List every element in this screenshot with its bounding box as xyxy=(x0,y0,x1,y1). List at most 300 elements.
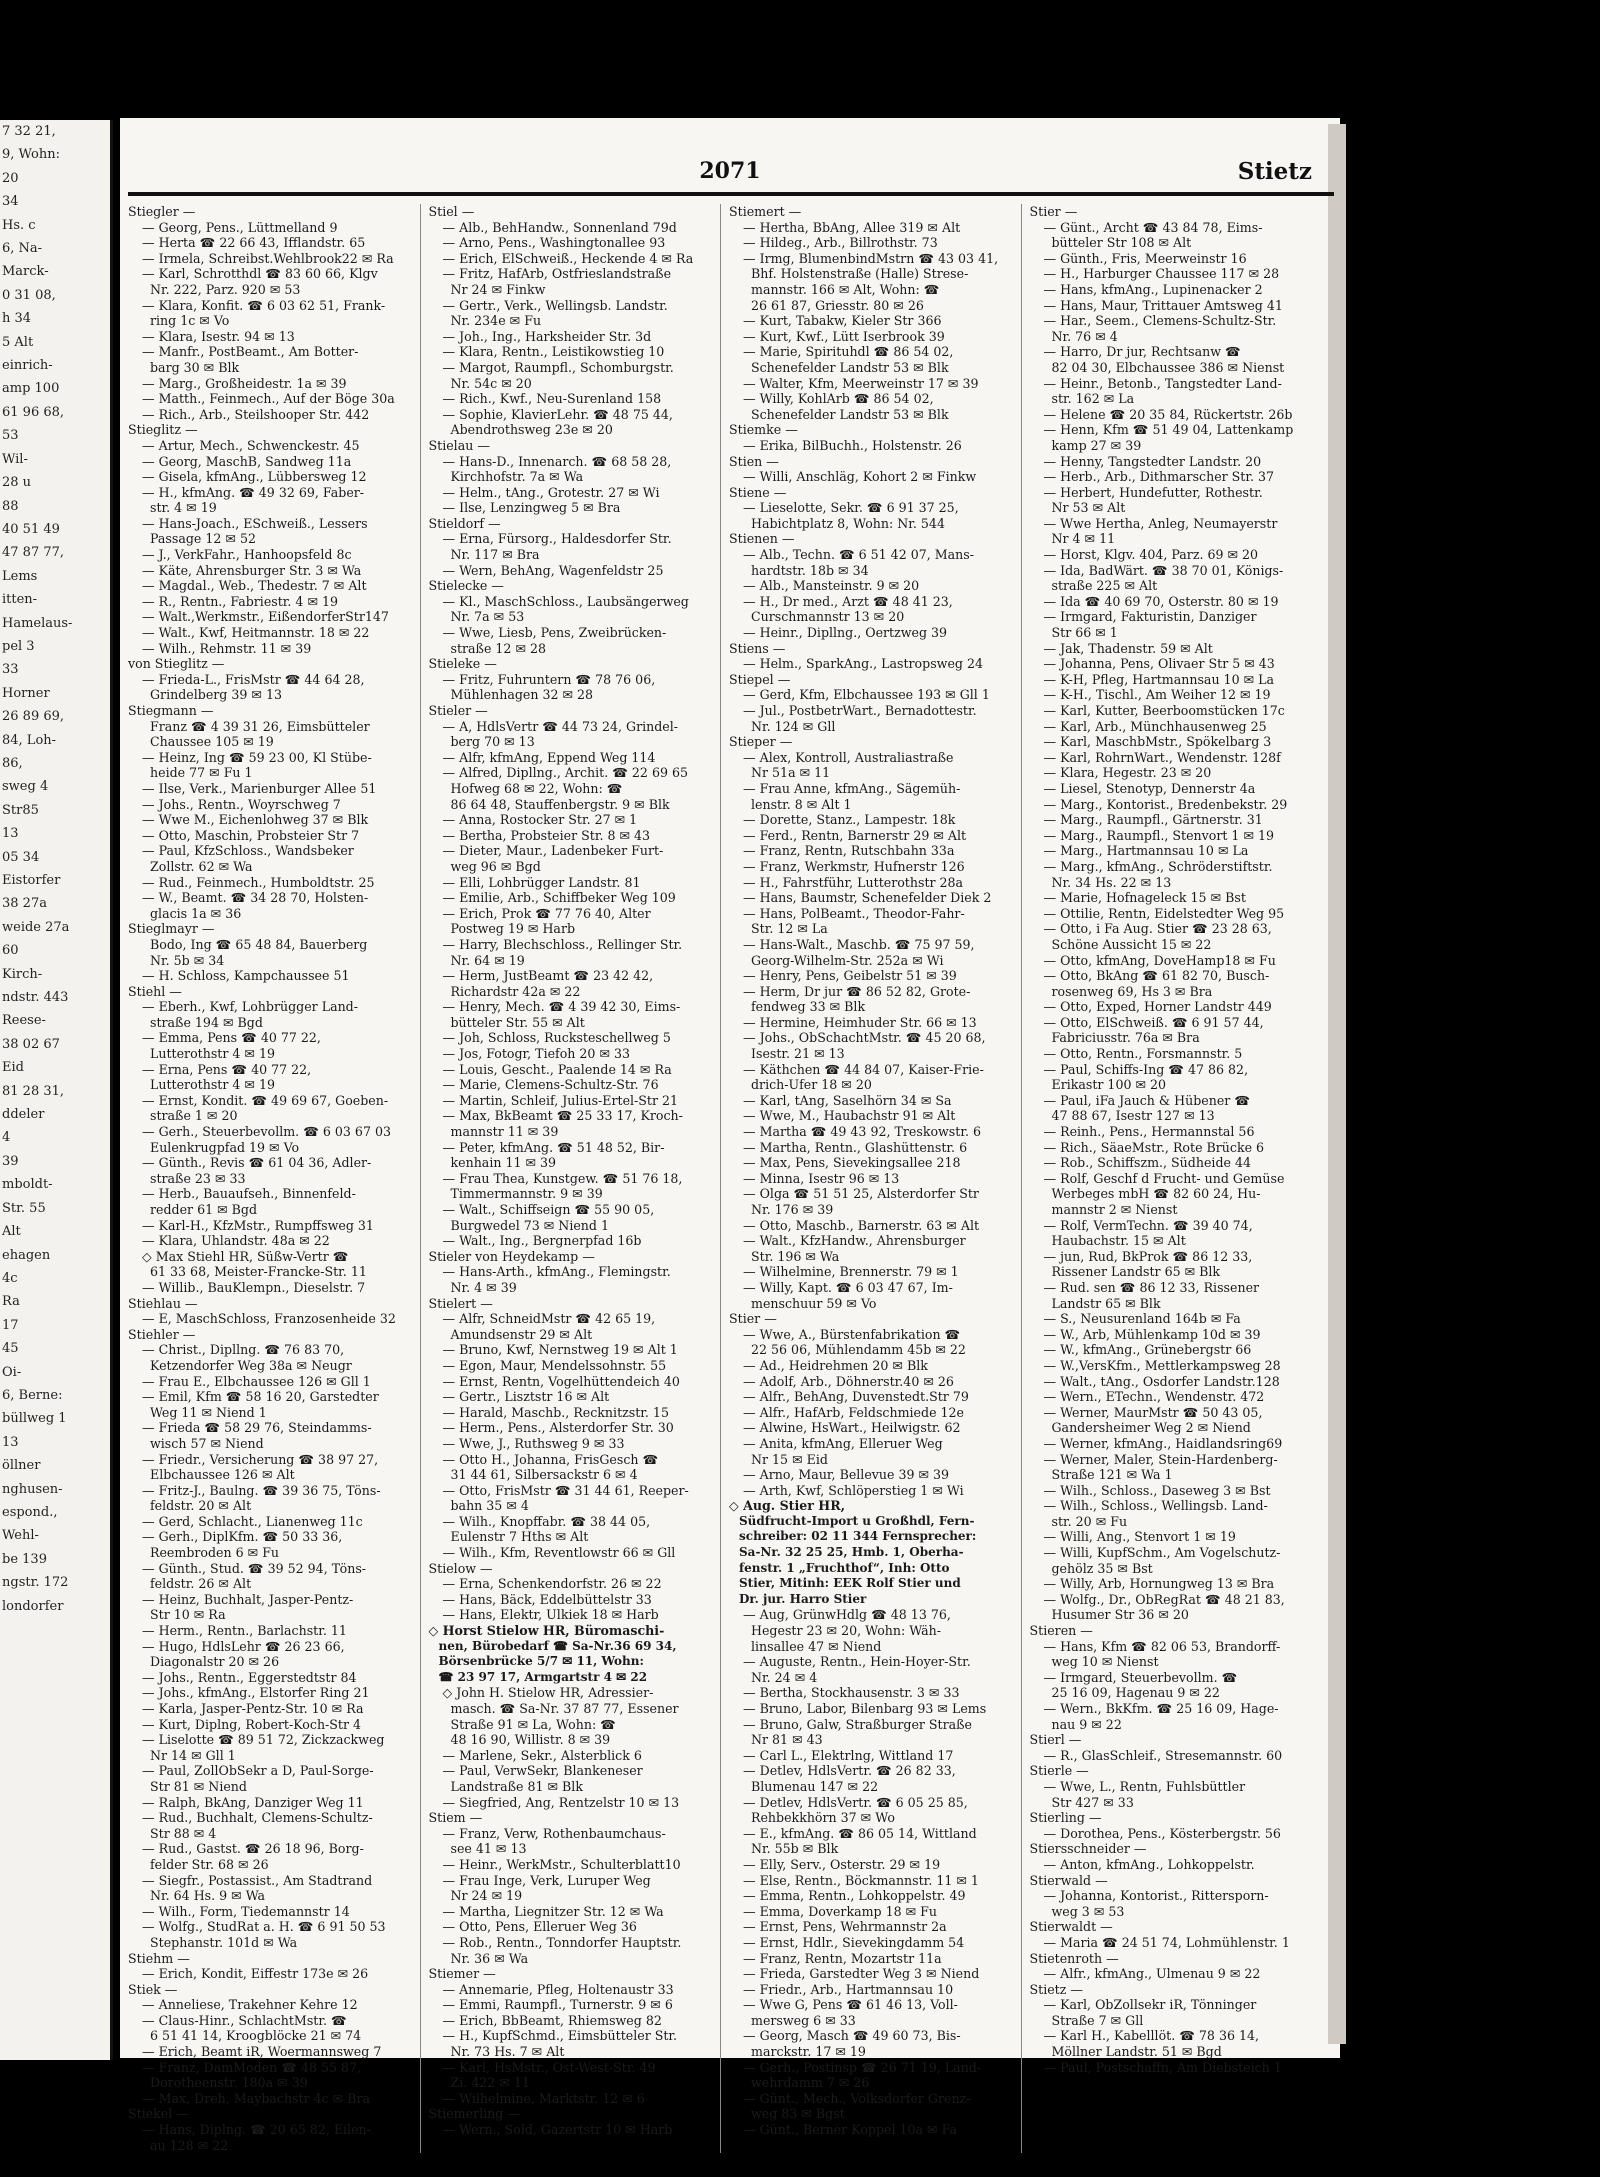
directory-entry-line: — Carl L., Elektrlng, Wittland 17 xyxy=(743,1747,954,1763)
directory-entry-line: — Erna, Fürsorg., Haldesdorfer Str. xyxy=(442,531,672,547)
directory-entry-line: — Irmgard, Fakturistin, Danziger xyxy=(1043,609,1257,625)
directory-entry-line: — Jos, Fotogr, Tiefoh 20 ✉ 33 xyxy=(442,1046,631,1062)
directory-entry-line: — Wilh., Rehmstr. 11 ✉ 39 xyxy=(142,640,312,656)
directory-entry-line: — Wilh., Kfm, Reventlowstr 66 ✉ Gll xyxy=(442,1545,676,1561)
surname-heading: Stiemerling — xyxy=(428,2106,520,2122)
directory-entry-line: — Claus-Hinr., SchlachtMstr. ☎ xyxy=(142,2012,347,2028)
directory-entry-line: — Wwe, J., Ruthsweg 9 ✉ 33 xyxy=(442,1435,625,1451)
directory-entry-line: — Ida, BadWärt. ☎ 38 70 01, Königs- xyxy=(1043,562,1284,578)
left-page-line: Alt xyxy=(2,1224,21,1240)
directory-entry-line: straße 12 ✉ 28 xyxy=(450,640,547,656)
directory-entry-line: — Hermine, Heimhuder Str. 66 ✉ 13 xyxy=(743,1014,977,1030)
left-page-line: 40 51 49 xyxy=(2,521,60,537)
business-listing-line: nen, Bürobedarf ☎ Sa-Nr.36 69 34, xyxy=(438,1638,677,1653)
directory-entry-line: Nr 14 ✉ Gll 1 xyxy=(150,1747,236,1763)
left-page-line: Wil- xyxy=(2,451,28,467)
directory-entry-line: Str 427 ✉ 33 xyxy=(1051,1794,1134,1810)
business-listing-line: Stier, Mitinh: EEK Rolf Stier und xyxy=(739,1576,961,1591)
directory-entry-line: — Siegfried, Ang, Rentzelstr 10 ✉ 13 xyxy=(442,1794,680,1810)
directory-entry-line: — A, HdlsVertr ☎ 44 73 24, Grindel- xyxy=(442,718,679,734)
directory-entry-line: — Karl, HsMstr., Ost-West-Str. 49 xyxy=(442,2059,656,2075)
directory-entry-line: Nr 24 ✉ Finkw xyxy=(450,281,546,297)
directory-entry-line: — Ernst, Hdlr., Sievekingdamm 54 xyxy=(743,1934,965,1950)
directory-entry-line: — Wwe, Liesb, Pens, Zweibrücken- xyxy=(442,625,667,641)
directory-entry-line: — Emilie, Arb., Schiffbeker Weg 109 xyxy=(442,890,676,906)
surname-heading: Stietz — xyxy=(1029,1981,1083,1997)
directory-entry-line: 82 04 30, Elbchaussee 386 ✉ Nienst xyxy=(1051,359,1285,375)
directory-entry-line: — Klara, Hegestr. 23 ✉ 20 xyxy=(1043,765,1212,781)
directory-entry-line: — Günt., Archt ☎ 43 84 78, Eims- xyxy=(1043,219,1263,235)
directory-entry-line: Nr. 24 ✉ 4 xyxy=(751,1669,818,1685)
directory-entry-line: — Anton, kfmAng., Lohkoppelstr. xyxy=(1043,1856,1255,1872)
directory-entry-line: — Werner, MaurMstr ☎ 50 43 05, xyxy=(1043,1404,1263,1420)
directory-entry-line: 6 51 41 14, Kroogblöcke 21 ✉ 74 xyxy=(150,2028,362,2044)
directory-entry-line: Nr 53 ✉ Alt xyxy=(1051,500,1126,516)
directory-entry-line: Weg 11 ✉ Niend 1 xyxy=(150,1404,267,1420)
directory-entry-line: Str 66 ✉ 1 xyxy=(1051,625,1118,641)
directory-entry-line: Nr. 7a ✉ 53 xyxy=(450,609,525,625)
directory-entry-line: — Dieter, Maur., Ladenbeker Furt- xyxy=(442,843,664,859)
directory-entry-line: — Walt., Kwf, Heitmannstr. 18 ✉ 22 xyxy=(142,625,370,641)
directory-entry-line: 22 56 06, Mühlendamm 45b ✉ 22 xyxy=(751,1342,966,1358)
directory-entry-line: Nr 4 ✉ 11 xyxy=(1051,531,1116,547)
directory-entry-line: Postweg 19 ✉ Harb xyxy=(450,921,576,937)
directory-entry-line: Habichtplatz 8, Wohn: Nr. 544 xyxy=(751,515,945,531)
directory-entry-line: — Hans, PolBeamt., Theodor-Fahr- xyxy=(743,905,965,921)
surname-heading: Stielert — xyxy=(428,1295,493,1311)
left-page-line: 13 xyxy=(2,826,19,842)
directory-entry-line: — Dorette, Stanz., Lampestr. 18k xyxy=(743,812,956,828)
left-page-line: 47 87 77, xyxy=(2,545,65,561)
directory-entry-line: — Ilse, Lenzingweg 5 ✉ Bra xyxy=(442,500,621,516)
surname-heading: Stierwaldt — xyxy=(1029,1919,1113,1935)
left-page-line: 0 31 08, xyxy=(2,287,56,303)
directory-entry-line: — Otto, Maschb., Barnerstr. 63 ✉ Alt xyxy=(743,1217,980,1233)
directory-entry-line: — Wilh., Schloss., Daseweg 3 ✉ Bst xyxy=(1043,1482,1271,1498)
directory-entry-line: — Hans, kfmAng., Lupinenacker 2 xyxy=(1043,281,1263,297)
directory-entry-line: — Helm., tAng., Grotestr. 27 ✉ Wi xyxy=(442,484,660,500)
directory-entry-line: — Margot, Raumpfl., Schomburgstr. xyxy=(442,359,674,375)
directory-entry-line: — Annemarie, Pfleg, Holtenaustr 33 xyxy=(442,1981,674,1997)
directory-entry-line: Möllner Landstr. 51 ✉ Bgd xyxy=(1051,2044,1222,2060)
directory-entry-line: — Liselotte ☎ 89 51 72, Zickzackweg xyxy=(142,1732,385,1748)
directory-entry-line: Nr 81 ✉ 43 xyxy=(751,1732,823,1748)
directory-entry-line: — Ernst, Pens, Wehrmannstr 2a xyxy=(743,1919,947,1935)
running-head: Stietz xyxy=(1237,158,1312,185)
directory-entry-line: — Minna, Isestr 96 ✉ 13 xyxy=(743,1170,900,1186)
left-page-line: einrich- xyxy=(2,358,53,374)
directory-entry-line: — Sophie, KlavierLehr. ☎ 48 75 44, xyxy=(442,406,673,422)
directory-entry-line: str. 162 ✉ La xyxy=(1051,391,1135,407)
directory-entry-line: — Kurt, Tabakw, Kieler Str 366 xyxy=(743,313,942,329)
directory-entry-line: see 41 ✉ 13 xyxy=(450,1841,527,1857)
directory-entry-line: — Herb., Bauaufseh., Binnenfeld- xyxy=(142,1186,356,1202)
directory-entry-line: — Arno, Pens., Washingtonallee 93 xyxy=(442,235,666,251)
column-3 xyxy=(729,204,1022,2153)
left-page-line: 17 xyxy=(2,1317,19,1333)
directory-entry-line: — Wwe G, Pens ☎ 61 46 13, Voll- xyxy=(743,1997,958,2013)
directory-entry-line: — Klara, Isestr. 94 ✉ 13 xyxy=(142,328,295,344)
surname-heading: Stierling — xyxy=(1029,1810,1102,1826)
directory-entry-line: — Werner, kfmAng., Haidlandsring69 xyxy=(1043,1435,1283,1451)
directory-entry-line: — H., Harburger Chaussee 117 ✉ 28 xyxy=(1043,266,1280,282)
directory-entry-line: — Erich, Prok ☎ 77 76 40, Alter xyxy=(442,905,651,921)
directory-entry-line: — Erna, Schenkendorfstr. 26 ✉ 22 xyxy=(442,1576,662,1592)
directory-entry-line: — Paul, iFa Jauch & Hübener ☎ xyxy=(1043,1092,1251,1108)
directory-entry-line: — Herm, JustBeamt ☎ 23 42 42, xyxy=(442,968,654,984)
directory-entry-line: — Alex, Kontroll, Australiastraße xyxy=(743,749,954,765)
directory-entry-line: — Reinh., Pens., Hermannstal 56 xyxy=(1043,1124,1255,1140)
directory-entry-line: Nr. 54c ✉ 20 xyxy=(450,375,532,391)
directory-entry-line: 47 88 67, Isestr 127 ✉ 13 xyxy=(1051,1108,1215,1124)
directory-entry-line: — Werner, Maler, Stein-Hardenberg- xyxy=(1043,1451,1278,1467)
left-page-line: 4 xyxy=(2,1130,11,1146)
directory-entry-line: — Otto, Pens, Elleruer Weg 36 xyxy=(442,1919,637,1935)
directory-entry-line: — Günth., Fris, Meerweinstr 16 xyxy=(1043,250,1247,266)
directory-entry-line: — Franz, Werkmstr, Hufnerstr 126 xyxy=(743,858,965,874)
directory-entry-line: Str 88 ✉ 4 xyxy=(150,1825,217,1841)
directory-entry-line: — Fritz-J., Baulng. ☎ 39 36 75, Töns- xyxy=(142,1482,381,1498)
directory-entry-line: — Rolf, VermTechn. ☎ 39 40 74, xyxy=(1043,1217,1253,1233)
surname-heading: Stieldorf — xyxy=(428,515,501,531)
directory-entry-line: — Erich, Beamt iR, Woermannsweg 7 xyxy=(142,2044,382,2060)
directory-entry-line: Straße 91 ✉ La, Wohn: ☎ xyxy=(450,1716,616,1732)
directory-entry-line: — Harro, Dr jur, Rechtsanw ☎ xyxy=(1043,344,1241,360)
directory-entry-line: — Wilh., Knopffabr. ☎ 38 44 05, xyxy=(442,1513,651,1529)
directory-entry-line: — Wern, BehAng, Wagenfeldstr 25 xyxy=(442,562,664,578)
directory-entry-line: — Hans, Baumstr, Schenefelder Diek 2 xyxy=(743,890,992,906)
left-page-line: ndstr. 443 xyxy=(2,990,69,1006)
directory-entry-line: — Gerd, Schlacht., Lianenweg 11c xyxy=(142,1513,363,1529)
directory-entry-line: — Jul., PostbetrWart., Bernadottestr. xyxy=(743,703,977,718)
directory-entry-line: weg 3 ✉ 53 xyxy=(1051,1903,1125,1919)
directory-entry-line: Kirchhofstr. 7a ✉ Wa xyxy=(450,469,584,485)
directory-entry-line: — Franz, Verw, Rothenbaumchaus- xyxy=(442,1825,666,1841)
directory-entry-line: — Ralph, BkAng, Danziger Weg 11 xyxy=(142,1794,364,1810)
directory-entry-line: au 128 ✉ 22 xyxy=(150,2137,229,2153)
directory-entry-line: — Ernst, Kondit. ☎ 49 69 67, Goeben- xyxy=(142,1092,389,1108)
surname-heading: Stiemer — xyxy=(428,1966,496,1982)
surname-heading: Stierle — xyxy=(1029,1763,1089,1779)
directory-entry-line: — Paul, KfzSchloss., Wandsbeker xyxy=(142,843,354,859)
directory-entry-line: — Otto, i Fa Aug. Stier ☎ 23 28 63, xyxy=(1043,921,1272,937)
directory-entry-line: Bhf. Holstenstraße (Halle) Strese- xyxy=(751,266,969,282)
directory-entry-line: — Matth., Feinmech., Auf der Böge 30a xyxy=(142,391,395,407)
directory-entry-line: — Hans, Bäck, Eddelbüttelstr 33 xyxy=(442,1591,652,1607)
directory-entry-line: — Horst, Klgv. 404, Parz. 69 ✉ 20 xyxy=(1043,547,1259,563)
directory-entry-line: — Käte, Ahrensburger Str. 3 ✉ Wa xyxy=(142,562,362,578)
directory-entry-line: — Irmgard, Steuerbevollm. ☎ xyxy=(1043,1669,1238,1685)
directory-entry-line: — Frau E., Elbchaussee 126 ✉ Gll 1 xyxy=(142,1373,371,1389)
directory-entry-line: Landstraße 81 ✉ Blk xyxy=(450,1778,583,1794)
directory-entry-line: — Rob., Schiffszm., Südheide 44 xyxy=(1043,1155,1251,1171)
directory-entry-line: Rissener Landstr 65 ✉ Blk xyxy=(1051,1264,1221,1280)
directory-entry-line: — Alfred, Dipllng., Archit. ☎ 22 69 65 xyxy=(442,765,688,781)
directory-entry-line: Nr. 222, Parz. 920 ✉ 53 xyxy=(150,281,301,297)
directory-entry-line: — Wwe, L., Rentn, Fuhlsbüttler xyxy=(1043,1778,1246,1794)
left-page-line: espond., xyxy=(2,1504,58,1520)
directory-entry-line: — Walt., Schiffseign ☎ 55 90 05, xyxy=(442,1202,655,1217)
directory-entry-line: — Rud., Buchhalt, Clemens-Schultz- xyxy=(142,1810,373,1826)
directory-entry-line: — Hertha, BbAng, Allee 319 ✉ Alt xyxy=(743,219,961,235)
directory-entry-line: — Hans, Maur, Trittauer Amtsweg 41 xyxy=(1043,297,1283,313)
directory-entry-line: Nr. 5b ✉ 34 xyxy=(150,952,225,968)
directory-entry-line: — Hans, Elektr, Ulkiek 18 ✉ Harb xyxy=(442,1607,659,1623)
directory-entry-line: 86 64 48, Stauffenbergstr. 9 ✉ Blk xyxy=(450,796,670,812)
directory-entry-line: Diagonalstr 20 ✉ 26 xyxy=(150,1654,280,1670)
left-page-line: pel 3 xyxy=(2,638,35,654)
directory-entry-line: Straße 7 ✉ Gll xyxy=(1051,2012,1144,2028)
surname-heading: Stietenroth — xyxy=(1029,1950,1119,1966)
directory-entry-line: — Henny, Tangstedter Landstr. 20 xyxy=(1043,453,1262,469)
directory-entry-line: Georg-Wilhelm-Str. 252a ✉ Wi xyxy=(751,952,944,968)
directory-entry-line: — Henry, Pens, Geibelstr 51 ✉ 39 xyxy=(743,968,957,984)
directory-entry-line: mannstr 11 ✉ 39 xyxy=(450,1124,559,1140)
directory-entry-line: — Erich, ElSchweiß., Heckende 4 ✉ Ra xyxy=(442,250,694,266)
directory-entry-line: — Gertr., Lisztstr 16 ✉ Alt xyxy=(442,1389,610,1405)
directory-entry-line: — Walt., tAng., Osdorfer Landstr.128 xyxy=(1043,1373,1280,1389)
left-page-line: 45 xyxy=(2,1341,19,1357)
directory-entry-line: — Erika, BilBuchh., Holstenstr. 26 xyxy=(743,437,962,453)
left-page-line: weide 27a xyxy=(2,919,70,935)
directory-entry-line: — Walt.,Werkmstr., EißendorferStr147 xyxy=(142,609,389,625)
directory-entry-line: — Wwe, A., Bürstenfabrikation ☎ xyxy=(743,1326,961,1342)
directory-entry-line: — Otto, ElSchweiß. ☎ 6 91 57 44, xyxy=(1043,1014,1264,1030)
surname-heading: Stieler von Heydekamp — xyxy=(428,1248,595,1264)
surname-heading: Stieleke — xyxy=(428,656,497,672)
directory-entry-line: fendweg 33 ✉ Blk xyxy=(751,999,866,1015)
left-page-line: 7 32 21, xyxy=(2,124,56,139)
directory-entry-line: Hofweg 68 ✉ 22, Wohn: ☎ xyxy=(450,780,623,796)
directory-entry-line: — Alwine, HsWart., Heilwigstr. 62 xyxy=(743,1420,961,1436)
left-page-line: nghusen- xyxy=(2,1481,63,1497)
directory-entry-line: — Otto, Exped, Horner Landstr 449 xyxy=(1043,999,1272,1015)
directory-entry-line: Gandersheimer Weg 2 ✉ Niend xyxy=(1051,1420,1251,1436)
left-page-line: Eid xyxy=(2,1060,24,1076)
directory-entry-line: Franz ☎ 4 39 31 26, Eimsbütteler xyxy=(150,718,370,734)
column-2 xyxy=(429,204,722,2153)
directory-entry-line: Str 81 ✉ Niend xyxy=(150,1778,247,1794)
directory-entry-line: Str. 12 ✉ La xyxy=(751,921,828,937)
surname-heading: Stiehler — xyxy=(128,1326,196,1342)
directory-entry-line: — Marie, Spirituhdl ☎ 86 54 02, xyxy=(743,344,954,360)
directory-entry-line: Nr. 234e ✉ Fu xyxy=(450,313,542,329)
directory-entry-line: — Joh, Schloss, Rucksteschellweg 5 xyxy=(442,1030,671,1046)
directory-entry-line: — Hans-D., Innenarch. ☎ 68 58 28, xyxy=(442,453,672,469)
directory-entry-line: Landstr 65 ✉ Blk xyxy=(1051,1295,1161,1311)
directory-entry-line: — Jak, Thadenstr. 59 ✉ Alt xyxy=(1043,640,1213,656)
directory-entry-line: Stephanstr. 101d ✉ Wa xyxy=(150,1934,298,1950)
directory-entry-line: rosenweg 69, Hs 3 ✉ Bra xyxy=(1051,983,1213,999)
directory-entry-line: — Harald, Maschb., Recknitzstr. 15 xyxy=(442,1404,669,1420)
directory-entry-line: — Hans, Diplng. ☎ 20 65 82, Eilen- xyxy=(142,2122,371,2138)
left-page-line: 61 96 68, xyxy=(2,404,65,420)
left-page-line: ddeler xyxy=(2,1107,45,1123)
directory-entry-line: — Ilse, Verk., Marienburger Allee 51 xyxy=(142,780,377,796)
left-page-line: Wehl- xyxy=(2,1528,39,1544)
directory-entry-line: — Alb., BehHandw., Sonnenland 79d xyxy=(442,219,677,235)
directory-entry-line: — Rolf, Geschf d Frucht- und Gemüse xyxy=(1043,1170,1285,1186)
directory-entry-line: — W., Beamt. ☎ 34 28 70, Holsten- xyxy=(142,890,369,906)
directory-entry-line: — Rich., SäaeMstr., Rote Brücke 6 xyxy=(1043,1139,1265,1155)
directory-entry-line: — Willi, KupfSchm., Am Vogelschutz- xyxy=(1043,1545,1281,1561)
directory-entry-line: — H., Fahrstführ, Lutterothstr 28a xyxy=(743,874,964,890)
directory-entry-line: — Hans, Kfm ☎ 82 06 53, Brandorff- xyxy=(1043,1638,1281,1654)
directory-entry-line: — Marg., kfmAng., Schröderstiftstr. xyxy=(1043,858,1273,874)
directory-entry-line: — Karla, Jasper-Pentz-Str. 10 ✉ Ra xyxy=(142,1701,364,1716)
directory-entry-line: — Klara, Uhlandstr. 48a ✉ 22 xyxy=(142,1233,330,1249)
directory-entry-line: — Marie, Clemens-Schultz-Str. 76 xyxy=(442,1077,659,1093)
directory-entry-line: 25 16 09, Hagenau 9 ✉ 22 xyxy=(1051,1685,1220,1701)
directory-entry-line: — Else, Rentn., Böckmannstr. 11 ✉ 1 xyxy=(743,1872,979,1888)
surname-heading: Stiehl — xyxy=(128,983,182,999)
directory-entry-line: — Günt., Berner Koppel 10a ✉ Fa xyxy=(743,2122,958,2138)
directory-entry-line: — Bruno, Galw, Straßburger Straße xyxy=(743,1716,973,1732)
directory-entry-line: — K-H, Pfleg, Hartmannsau 10 ✉ La xyxy=(1043,671,1275,687)
directory-entry-line: Nr 24 ✉ 19 xyxy=(450,1888,523,1904)
directory-entry-line: feldstr. 26 ✉ Alt xyxy=(150,1576,252,1592)
directory-entry-line: — Walter, Kfm, Meerweinstr 17 ✉ 39 xyxy=(743,375,979,391)
directory-entry-line: — Elly, Serv., Osterstr. 29 ✉ 19 xyxy=(743,1856,941,1872)
left-page-fragment xyxy=(0,120,113,2060)
directory-entry-line: — Marg., Hartmannsau 10 ✉ La xyxy=(1043,843,1249,859)
directory-entry-line: Elbchaussee 126 ✉ Alt xyxy=(150,1467,295,1483)
directory-entry-line: — Paul, Schiffs-Ing ☎ 47 86 82, xyxy=(1043,1061,1249,1077)
directory-entry-line: Eulenstr 7 Hths ✉ Alt xyxy=(450,1529,589,1545)
business-listing-line: fenstr. 1 „Fruchthof“, Inh: Otto xyxy=(739,1560,950,1575)
directory-entry-line: — Hans-Walt., Maschb. ☎ 75 97 59, xyxy=(743,936,975,952)
directory-entry-line: Zollstr. 62 ✉ Wa xyxy=(150,858,253,874)
directory-entry-line: — Martha, Liegnitzer Str. 12 ✉ Wa xyxy=(442,1903,664,1919)
surname-heading: Stieper — xyxy=(729,734,793,750)
directory-entry-line: — Helm., SparkAng., Lastropsweg 24 xyxy=(743,656,983,672)
surname-heading: Stieler — xyxy=(428,703,488,718)
directory-entry-line: — Willy, Kapt. ☎ 6 03 47 67, Im- xyxy=(743,1279,953,1295)
surname-heading: Stiekel — xyxy=(128,2106,189,2122)
left-page-line: 60 xyxy=(2,943,19,959)
directory-entry-line: 31 44 61, Silbersackstr 6 ✉ 4 xyxy=(450,1467,638,1483)
directory-entry-line: Nr 51a ✉ 11 xyxy=(751,765,831,781)
directory-entry-line: — Gerh., Steuerbevollm. ☎ 6 03 67 03 xyxy=(142,1124,391,1140)
directory-entry-line: — Christ., Dipllng. ☎ 76 83 70, xyxy=(142,1342,345,1358)
directory-entry-line: drich-Ufer 18 ✉ 20 xyxy=(751,1077,872,1093)
surname-heading: Stieglmayr — xyxy=(128,921,215,937)
directory-entry-line: — Johs., ObSchachtMstr. ☎ 45 20 68, xyxy=(743,1030,986,1046)
directory-entry-line: — E., kfmAng. ☎ 86 05 14, Wittland xyxy=(743,1825,977,1841)
left-page-line: Reese- xyxy=(2,1013,46,1029)
directory-entry-line: — Karl, Arb., Münchhausenweg 25 xyxy=(1043,718,1267,734)
directory-entry-line: — Max, Dreh, Maybachstr 4c ✉ Bra xyxy=(142,2090,371,2106)
directory-entry-line: — Ad., Heidrehmen 20 ✉ Blk xyxy=(743,1357,928,1373)
directory-entry-line: — Wwe M., Eichenlohweg 37 ✉ Blk xyxy=(142,812,369,828)
directory-entry-line: — Frau Thea, Kunstgew. ☎ 51 76 18, xyxy=(442,1170,683,1186)
directory-entry-line: — Alb., Techn. ☎ 6 51 42 07, Mans- xyxy=(743,547,974,563)
left-page-line: sweg 4 xyxy=(2,779,49,795)
left-page-line: 34 xyxy=(2,194,19,210)
directory-entry-line: — Dorothea, Pens., Kösterbergstr. 56 xyxy=(1043,1825,1281,1841)
directory-entry-line: — Karl, MaschbMstr., Spökelbarg 3 xyxy=(1043,734,1272,750)
directory-entry-line: — Wolfg., StudRat a. H. ☎ 6 91 50 53 xyxy=(142,1919,386,1935)
directory-entry-line: — R., Rentn., Fabriestr. 4 ✉ 19 xyxy=(142,593,339,609)
directory-entry-line: — Liesel, Stenotyp, Dennerstr 4a xyxy=(1043,780,1256,796)
left-page-line: 88 xyxy=(2,498,19,514)
directory-entry-line: — H., Dr med., Arzt ☎ 48 41 23, xyxy=(743,593,953,609)
directory-entry-line: lenstr. 8 ✉ Alt 1 xyxy=(751,796,852,812)
directory-entry-line: Str. 196 ✉ Wa xyxy=(751,1248,840,1264)
directory-entry-line: Nr. 73 Hs. 7 ✉ Alt xyxy=(450,2044,565,2060)
directory-entry-line: — Georg, Pens., Lüttmelland 9 xyxy=(142,219,338,235)
directory-entry-line: — Karl-H., KfzMstr., Rumpffsweg 31 xyxy=(142,1217,374,1233)
surname-heading: Stier — xyxy=(1029,204,1078,219)
directory-entry-line: — Gerh., DiplKfm. ☎ 50 33 36, xyxy=(142,1529,343,1545)
directory-columns xyxy=(128,204,1322,2153)
directory-entry-line: — K-H., Tischl., Am Weiher 12 ✉ 19 xyxy=(1043,687,1271,703)
directory-entry-line: mersweg 6 ✉ 33 xyxy=(751,2012,856,2028)
directory-entry-line: — Franz, Rentn, Mozartstr 11a xyxy=(743,1950,942,1966)
surname-heading: Stieren — xyxy=(1029,1623,1093,1639)
directory-entry-line: — Joh., Ing., Harksheider Str. 3d xyxy=(442,328,652,344)
directory-entry-line: — Hans-Arth., kfmAng., Flemingstr. xyxy=(442,1264,671,1280)
directory-entry-line: — Peter, kfmAng. ☎ 51 48 52, Bir- xyxy=(442,1139,665,1155)
business-listing-line: schreiber: 02 11 344 Fernsprecher: xyxy=(739,1529,977,1544)
directory-entry-line: heide 77 ✉ Fu 1 xyxy=(150,765,253,781)
directory-entry-line: — Karl, ObZollsekr iR, Tönninger xyxy=(1043,1997,1257,2013)
page-number: 2071 xyxy=(699,158,761,184)
directory-entry-line: — Marg., Großheidestr. 1a ✉ 39 xyxy=(142,375,347,391)
surname-heading: Stiemke — xyxy=(729,422,798,438)
directory-entry-line: Erikastr 100 ✉ 20 xyxy=(1051,1077,1167,1093)
directory-entry-line: — Walt., Ing., Bergnerpfad 16b xyxy=(442,1233,642,1249)
directory-entry-line: straße 23 ✉ 33 xyxy=(150,1170,246,1186)
directory-entry-line: — Willy, KohlArb ☎ 86 54 02, xyxy=(743,391,934,407)
directory-entry-line: — Henn, Kfm ☎ 51 49 04, Lattenkamp xyxy=(1043,422,1294,438)
directory-entry-line: Abendrothsweg 23e ✉ 20 xyxy=(450,422,613,438)
directory-entry-line: — Marg., Raumpfl., Gärtnerstr. 31 xyxy=(1043,812,1263,828)
directory-entry-line: — Maria ☎ 24 51 74, Lohmühlenstr. 1 xyxy=(1043,1934,1290,1950)
directory-entry-line: — Johs., Rentn., Woyrschweg 7 xyxy=(142,796,341,812)
directory-entry-line: weg 10 ✉ Nienst xyxy=(1051,1654,1159,1670)
page-edge xyxy=(1328,124,1346,2044)
directory-entry-line: — Otto, Maschin, Probsteier Str 7 xyxy=(142,827,360,843)
directory-entry-line: Haubachstr. 15 ✉ Alt xyxy=(1051,1233,1186,1249)
directory-entry-line: — Marg., Raumpfl., Stenvort 1 ✉ 19 xyxy=(1043,827,1275,843)
left-page-line: Str85 xyxy=(2,802,39,818)
directory-entry-line: barg 30 ✉ Blk xyxy=(150,359,240,375)
left-page-line: 86, xyxy=(2,755,23,771)
directory-entry-line: Nr 15 ✉ Eid xyxy=(751,1451,828,1467)
directory-entry-line: Lutterothstr 4 ✉ 19 xyxy=(150,1046,275,1062)
directory-entry-line: — Hildeg., Arb., Billrothstr. 73 xyxy=(743,235,938,251)
directory-entry-line: — Gertr., Verk., Wellingsb. Landstr. xyxy=(442,297,668,313)
directory-entry-line: Werbeges mbH ☎ 82 60 24, Hu- xyxy=(1051,1186,1261,1202)
directory-entry-line: Schenefelder Landstr 53 ✉ Blk xyxy=(751,406,949,422)
directory-entry-line: — Erich, BbBeamt, Rhiemsweg 82 xyxy=(442,2012,662,2028)
left-page-line: be 139 xyxy=(2,1551,47,1567)
directory-entry-line: — Henry, Mech. ☎ 4 39 42 30, Eims- xyxy=(442,999,681,1015)
column-1 xyxy=(128,204,421,2153)
directory-entry-line: — Klara, Konfit. ☎ 6 03 62 51, Frank- xyxy=(142,297,386,313)
left-page-line: 84, Loh- xyxy=(2,732,57,748)
directory-entry-line: kenhain 11 ✉ 39 xyxy=(450,1155,557,1171)
directory-entry-line: straße 225 ✉ Alt xyxy=(1051,578,1158,594)
directory-entry-line: ◇ John H. Stielow HR, Adressier- xyxy=(442,1685,654,1701)
directory-entry-line: — Elli, Lohbrügger Landstr. 81 xyxy=(442,874,641,890)
left-page-line: 39 xyxy=(2,1153,19,1169)
directory-entry-line: — Kurt, Diplng, Robert-Koch-Str 4 xyxy=(142,1716,362,1732)
directory-entry-line: str. 4 ✉ 19 xyxy=(150,500,217,516)
directory-entry-line: — Fritz, HafArb, Ostfrieslandstraße xyxy=(442,266,672,282)
surname-heading: Stieglitz — xyxy=(128,422,198,438)
